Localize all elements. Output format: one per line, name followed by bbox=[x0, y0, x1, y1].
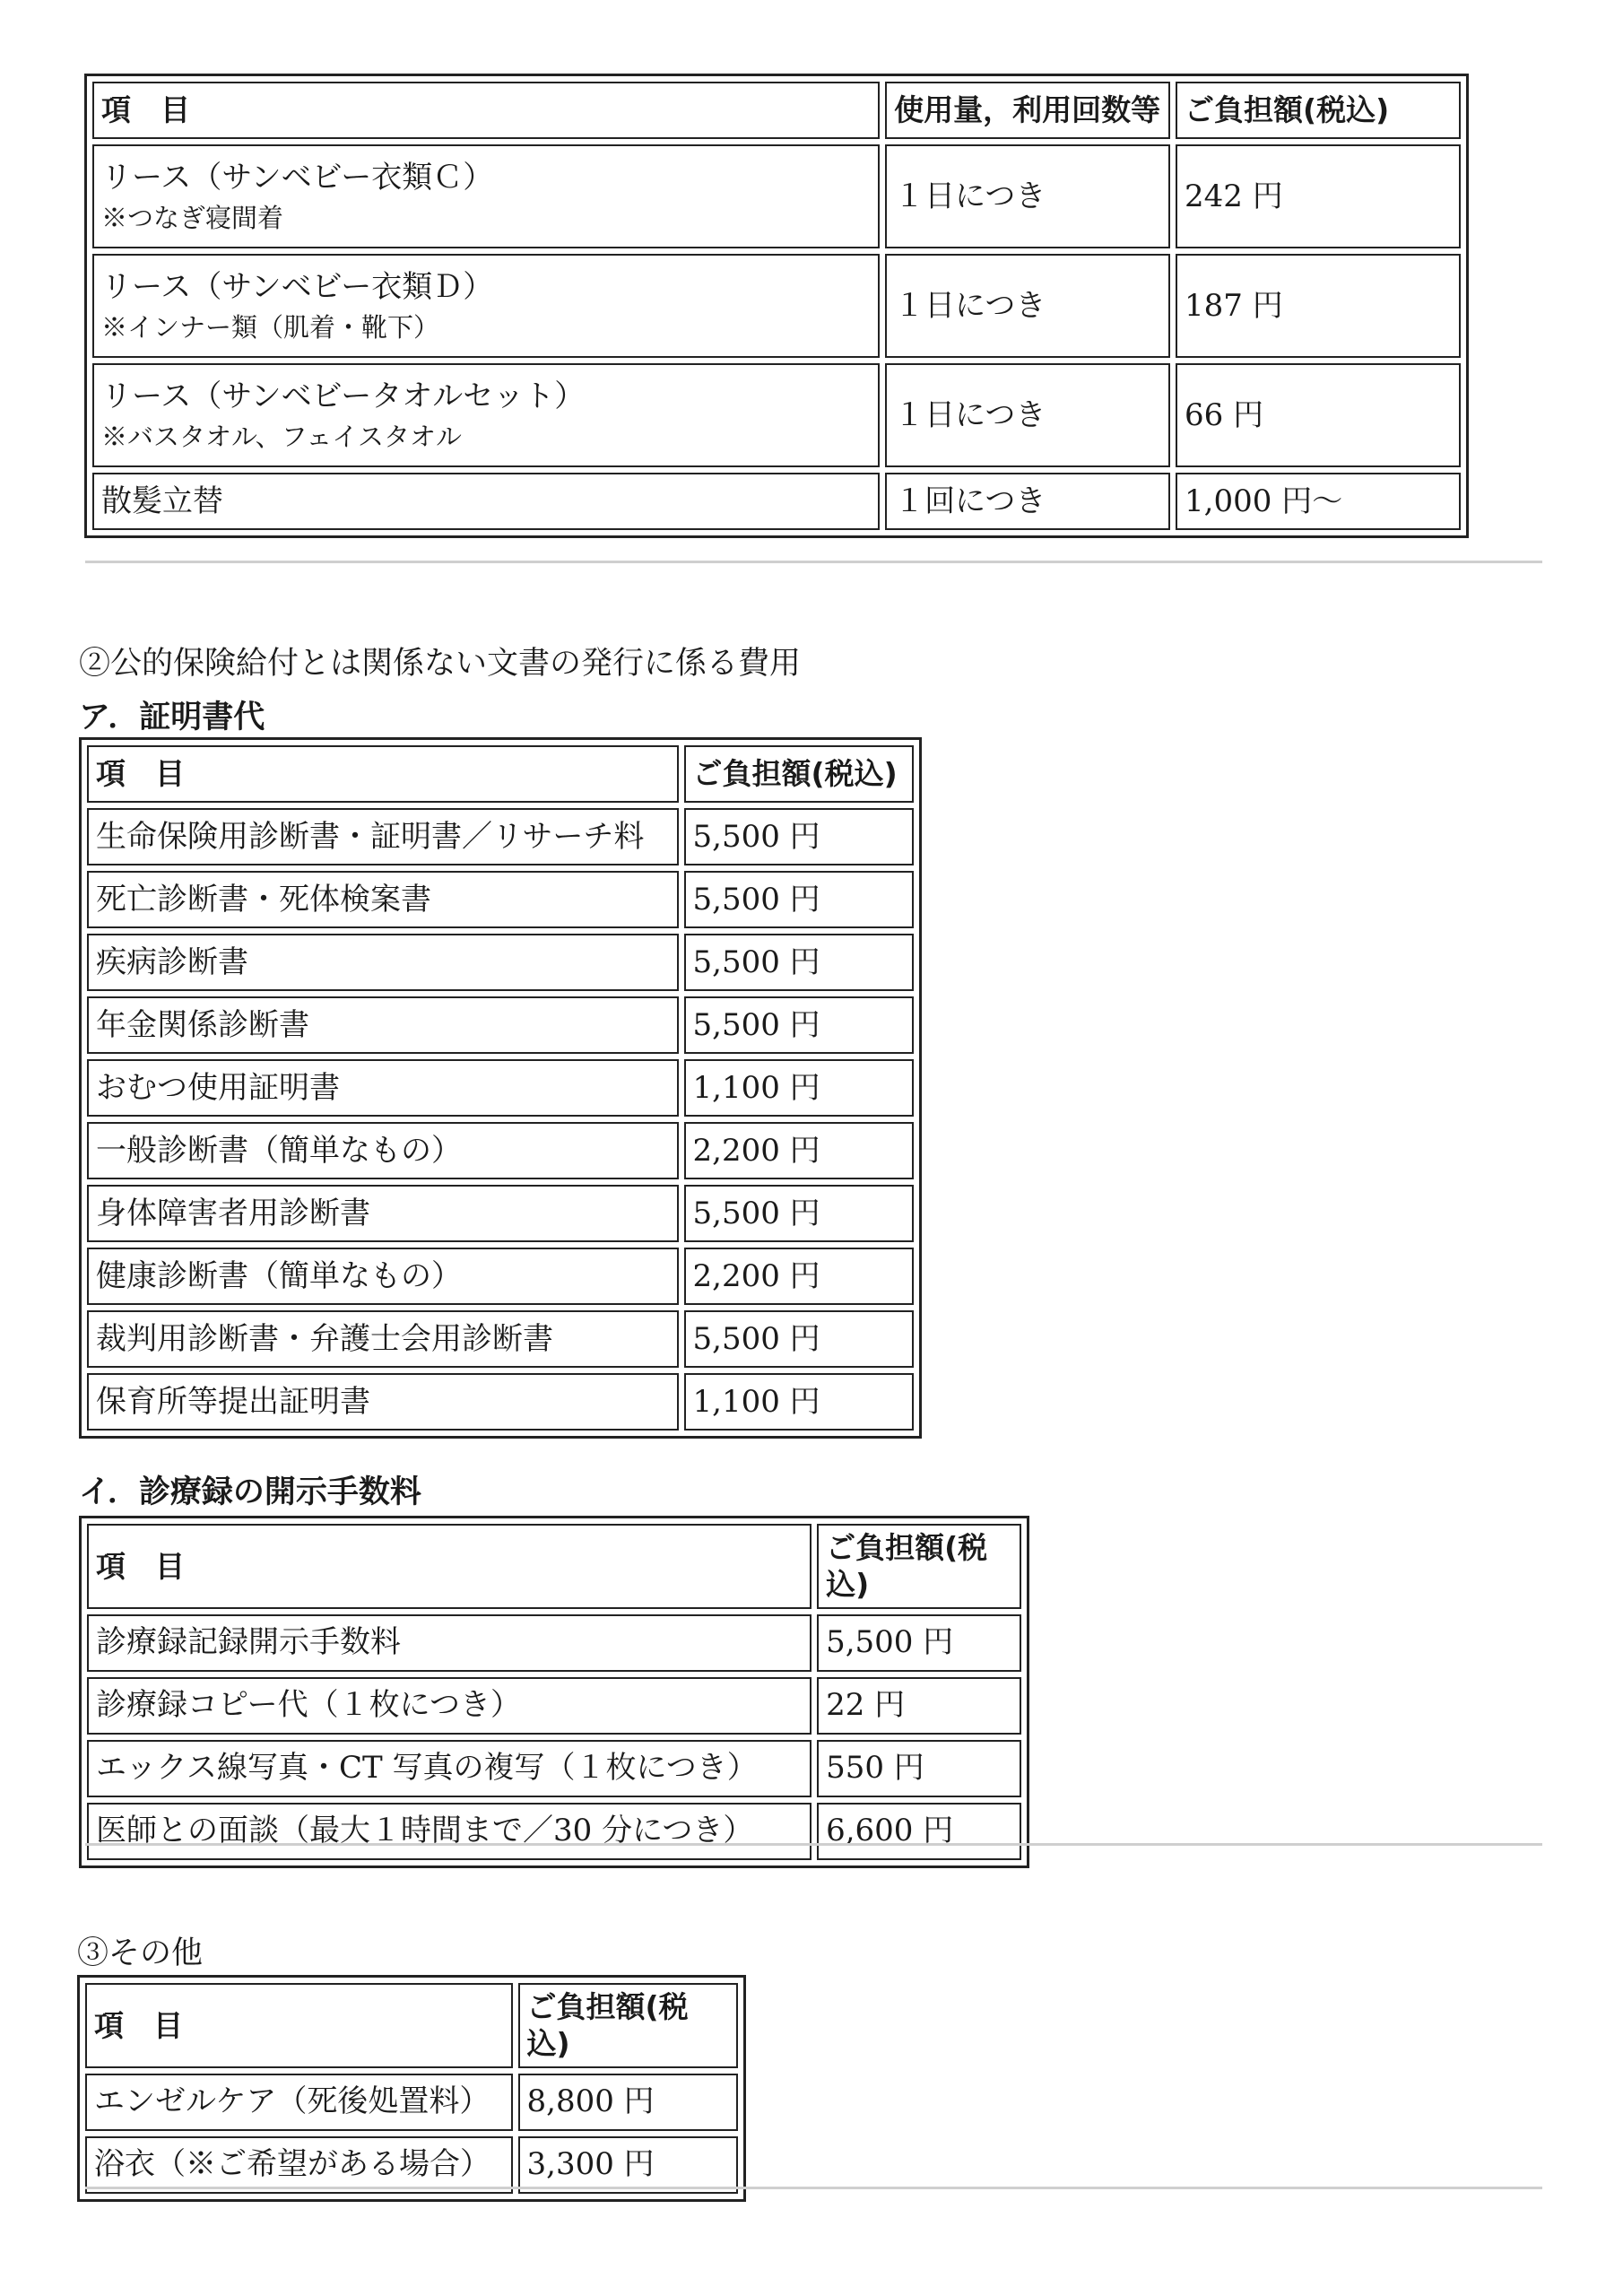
row-price: 1,100 円 bbox=[684, 1059, 914, 1117]
table-row bbox=[87, 1310, 914, 1368]
row-price: 5,500 円 bbox=[684, 808, 914, 865]
row-price: 2,200 円 bbox=[684, 1248, 914, 1305]
row-price: 5,500 円 bbox=[684, 996, 914, 1054]
row-price: 2,200 円 bbox=[684, 1122, 914, 1179]
divider bbox=[85, 2187, 1542, 2189]
header-item: 項 目 bbox=[87, 1524, 812, 1609]
table-row bbox=[87, 1803, 1021, 1860]
table-row bbox=[87, 808, 914, 865]
row-item: リース（サンベビー衣類Ｄ） bbox=[101, 268, 494, 305]
row-item: 診療録コピー代（１枚につき） bbox=[87, 1677, 812, 1735]
header-price: ご負担額(税込) bbox=[817, 1524, 1021, 1609]
row-item-cell bbox=[92, 363, 880, 467]
table-row bbox=[87, 996, 914, 1054]
row-item: 診療録記録開示手数料 bbox=[87, 1614, 812, 1672]
table-row bbox=[92, 363, 1461, 467]
table-header-row bbox=[92, 82, 1461, 139]
row-price: 3,300 円 bbox=[518, 2136, 738, 2194]
row-note: ※バスタオル、フェイスタオル bbox=[101, 422, 462, 453]
table-row bbox=[87, 1248, 914, 1305]
table-row bbox=[87, 1614, 1021, 1672]
row-item: 死亡診断書・死体検案書 bbox=[87, 871, 679, 928]
row-price: 5,500 円 bbox=[684, 934, 914, 991]
row-note: ※つなぎ寝間着 bbox=[101, 203, 284, 234]
header-price: ご負担額(税込) bbox=[684, 745, 914, 803]
table-row bbox=[85, 2074, 738, 2131]
divider bbox=[85, 1843, 1542, 1846]
table-row bbox=[87, 1185, 914, 1242]
row-item: 一般診断書（簡単なもの） bbox=[87, 1122, 679, 1179]
table-row bbox=[85, 2136, 738, 2194]
divider bbox=[85, 561, 1542, 563]
row-item: 裁判用診断書・弁護士会用診断書 bbox=[87, 1310, 679, 1368]
row-item: リース（サンベビータオルセット） bbox=[101, 378, 586, 414]
table-header-row bbox=[87, 1524, 1021, 1609]
table-header-row bbox=[87, 745, 914, 803]
header-usage: 使用量，利用回数等 bbox=[885, 82, 1170, 139]
row-price: 5,500 円 bbox=[684, 1310, 914, 1368]
table-row bbox=[92, 473, 1461, 530]
table-row bbox=[87, 1059, 914, 1117]
row-item: おむつ使用証明書 bbox=[87, 1059, 679, 1117]
record-disclosure-table bbox=[79, 1516, 1029, 1868]
section-2-title: ②公的保険給付とは関係ない文書の発行に係る費用 bbox=[79, 646, 802, 682]
table-row bbox=[92, 144, 1461, 248]
row-item: 散髪立替 bbox=[92, 473, 880, 530]
table-row bbox=[87, 934, 914, 991]
certificate-fee-table bbox=[79, 737, 922, 1439]
row-price: 1,100 円 bbox=[684, 1373, 914, 1431]
row-item: 疾病診断書 bbox=[87, 934, 679, 991]
header-item: 項 目 bbox=[92, 82, 880, 139]
certificate-fees-title: ア．証明書代 bbox=[79, 700, 265, 735]
table-row bbox=[92, 254, 1461, 358]
row-item: 年金関係診断書 bbox=[87, 996, 679, 1054]
row-price: 242 円 bbox=[1176, 144, 1461, 248]
row-item: リース（サンベビー衣類Ｃ） bbox=[101, 159, 494, 196]
row-item: 生命保険用診断書・証明書／リサーチ料 bbox=[87, 808, 679, 865]
header-price: ご負担額(税込) bbox=[518, 1983, 738, 2068]
other-fee-table bbox=[77, 1975, 746, 2202]
row-item: 保育所等提出証明書 bbox=[87, 1373, 679, 1431]
table-header-row bbox=[85, 1983, 738, 2068]
header-item: 項 目 bbox=[87, 745, 679, 803]
row-usage: １日につき bbox=[885, 144, 1170, 248]
table-row bbox=[87, 1677, 1021, 1735]
row-price: 5,500 円 bbox=[684, 1185, 914, 1242]
row-usage: １回につき bbox=[885, 473, 1170, 530]
table-row bbox=[87, 871, 914, 928]
row-item: 浴衣（※ご希望がある場合） bbox=[85, 2136, 513, 2194]
row-price: 5,500 円 bbox=[684, 871, 914, 928]
row-price: 5,500 円 bbox=[817, 1614, 1021, 1672]
header-item: 項 目 bbox=[85, 1983, 513, 2068]
row-item: 医師との面談（最大１時間まで／30 分につき） bbox=[87, 1803, 812, 1860]
header-price: ご負担額(税込) bbox=[1176, 82, 1461, 139]
table-row bbox=[87, 1122, 914, 1179]
table-row bbox=[87, 1373, 914, 1431]
row-price: 6,600 円 bbox=[817, 1803, 1021, 1860]
row-note: ※インナー類（肌着・靴下） bbox=[101, 312, 440, 344]
row-usage: １日につき bbox=[885, 254, 1170, 358]
row-item: 健康診断書（簡単なもの） bbox=[87, 1248, 679, 1305]
row-item-cell bbox=[92, 144, 880, 248]
row-price: 550 円 bbox=[817, 1740, 1021, 1797]
row-item-cell bbox=[92, 254, 880, 358]
row-item: エックス線写真・CT 写真の複写（１枚につき） bbox=[87, 1740, 812, 1797]
row-price: 22 円 bbox=[817, 1677, 1021, 1735]
row-usage: １日につき bbox=[885, 363, 1170, 467]
row-price: 8,800 円 bbox=[518, 2074, 738, 2131]
record-disclosure-title: イ．診療録の開示手数料 bbox=[79, 1474, 421, 1510]
usage-fee-table bbox=[84, 74, 1469, 538]
row-item: エンゼルケア（死後処置料） bbox=[85, 2074, 513, 2131]
row-item: 身体障害者用診断書 bbox=[87, 1185, 679, 1242]
row-price: 187 円 bbox=[1176, 254, 1461, 358]
table-row bbox=[87, 1740, 1021, 1797]
row-price: 66 円 bbox=[1176, 363, 1461, 467]
row-price: 1,000 円～ bbox=[1176, 473, 1461, 530]
section-3-title: ③その他 bbox=[77, 1935, 204, 1971]
